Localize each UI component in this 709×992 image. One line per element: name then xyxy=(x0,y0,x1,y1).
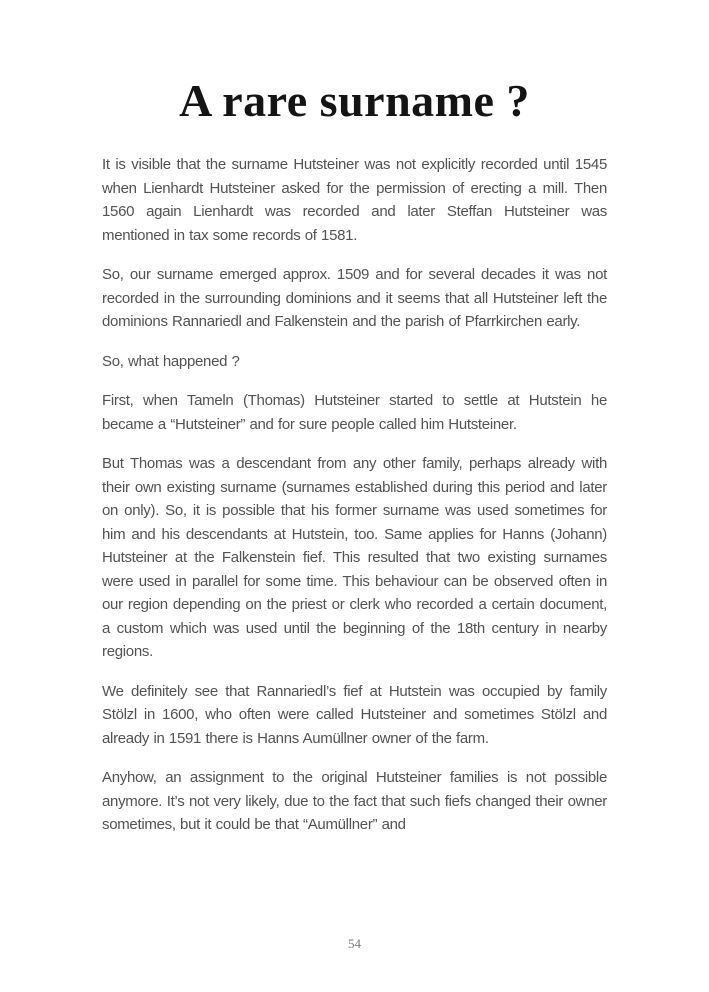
paragraph-3: So, what happened ? xyxy=(102,352,240,370)
paragraph-7: Anyhow, an assignment to the original Hutsteiner families is not possible anymore. It’s not very likely, due to the fact that such fiefs changed their owner sometimes, but it could be that “Aumüllner” and xyxy=(102,769,607,833)
paragraph-4: First, when Tameln (Thomas) Hutsteiner started to settle at Hutstein he became a “Hutsteiner” and for sure people called him Hutsteiner. xyxy=(102,392,607,433)
paragraph-6: We definitely see that Rannariedl’s fief at Hutstein was occupied by family Stölzl in 1600, who often were called Hutsteiner and sometimes Stölzl and already in 1591 there is Hanns Aumüllner owner of the farm. xyxy=(102,682,607,747)
paragraph-2: So, our surname emerged approx. 1509 and for several decades it was not recorded in the surrounding dominions and it seems that all Hutsteiner left the dominions Rannariedl and Falkenstein and the parish of Pfarrkirchen early. xyxy=(102,266,607,330)
paragraph-1: It is visible that the surname Hutsteiner was not explicitly recorded until 1545 when Lienhardt Hutsteiner asked for the permission of erecting a mill. Then 1560 again Lienhardt was recorded and later Steffan Hutsteiner was mentioned in tax some records of 1581. xyxy=(102,156,607,244)
page-number: 54 xyxy=(348,936,361,951)
paragraph-5: But Thomas was a descendant from any other family, perhaps already with their own existing surname (surnames established during this period and later on only). So, it is possible that his former surname was used sometimes for him and his descendants at Hutstein, too. Same applies for Hanns (Johann) Hutsteiner at the Falkenstein fief. This resulted that two existing surnames were used in parallel for some time. This behaviour can be observed often in our region depending on the priest or clerk who recorded a certain document, a custom which was used until the beginning of the 18th century in nearby regions. xyxy=(102,455,607,660)
page-title: A rare surname ? xyxy=(179,75,530,126)
page-content xyxy=(102,153,607,837)
